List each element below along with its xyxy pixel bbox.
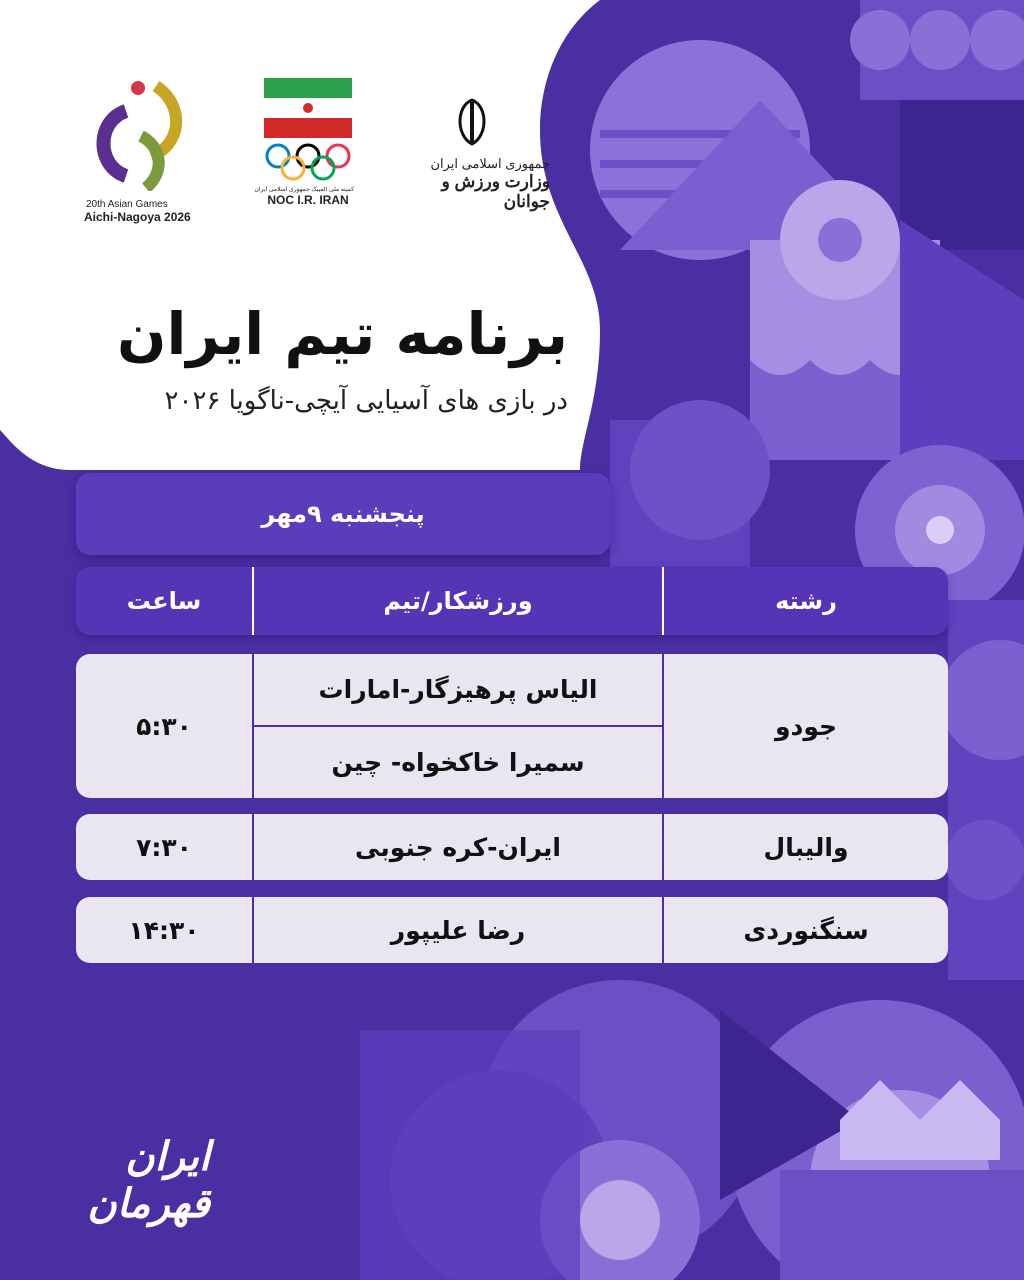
- header-time: ساعت: [126, 587, 202, 615]
- row-athletes: رضا علیپور: [252, 897, 662, 963]
- header-sport: رشته: [662, 567, 948, 635]
- page-title: برنامه تیم ایران: [117, 300, 568, 368]
- athlete-entry: الیاس پرهیزگار-امارات: [318, 675, 598, 704]
- asian-games-line2: Aichi-Nagoya 2026: [84, 210, 191, 224]
- row-athletes: ایران-کره جنوبی: [252, 814, 662, 880]
- header-athlete: ورزشکار/تیم: [252, 567, 662, 635]
- row-sport: والیبال: [662, 814, 948, 880]
- ministry-line1: جمهوری اسلامی ایران: [430, 156, 550, 171]
- asian-games-logo: [86, 76, 206, 226]
- ministry-line2: وزارت ورزش و جوانان: [441, 172, 550, 211]
- ministry-logo: [394, 96, 550, 216]
- row-time: ۱۴:۳۰: [128, 915, 200, 945]
- date-text: پنجشنبه ۹مهر: [261, 500, 425, 528]
- date-banner: [76, 473, 610, 555]
- olympic-rings-icon: [262, 142, 354, 182]
- asian-games-line1: 20th Asian Games: [86, 199, 168, 210]
- table-row: [76, 814, 948, 880]
- table-header: [76, 567, 948, 635]
- iran-emblem-icon: [394, 96, 550, 146]
- iran-flag-icon: [262, 78, 354, 138]
- noc-label: NOC I.R. IRAN: [267, 193, 349, 207]
- table-row: [76, 654, 948, 798]
- row-sport: جودو: [662, 654, 948, 798]
- table-row: [76, 897, 948, 963]
- row-sport: سنگنوردی: [662, 897, 948, 963]
- noc-script-text: کمیته ملی المپیک جمهوری اسلامی ایران: [254, 187, 354, 193]
- row-time: ۷:۳۰: [136, 832, 192, 862]
- page-subtitle: در بازی های آسیایی آیچی-ناگویا ۲۰۲۶: [164, 386, 568, 416]
- brand-logo: ایران قهرمان: [87, 1133, 210, 1227]
- asian-games-emblem-icon: [86, 76, 206, 191]
- row-time: ۵:۳۰: [136, 711, 192, 741]
- athlete-entry: سمیرا خاکخواه- چین: [254, 725, 662, 798]
- row-athletes: [252, 654, 662, 798]
- noc-logo: [254, 78, 354, 218]
